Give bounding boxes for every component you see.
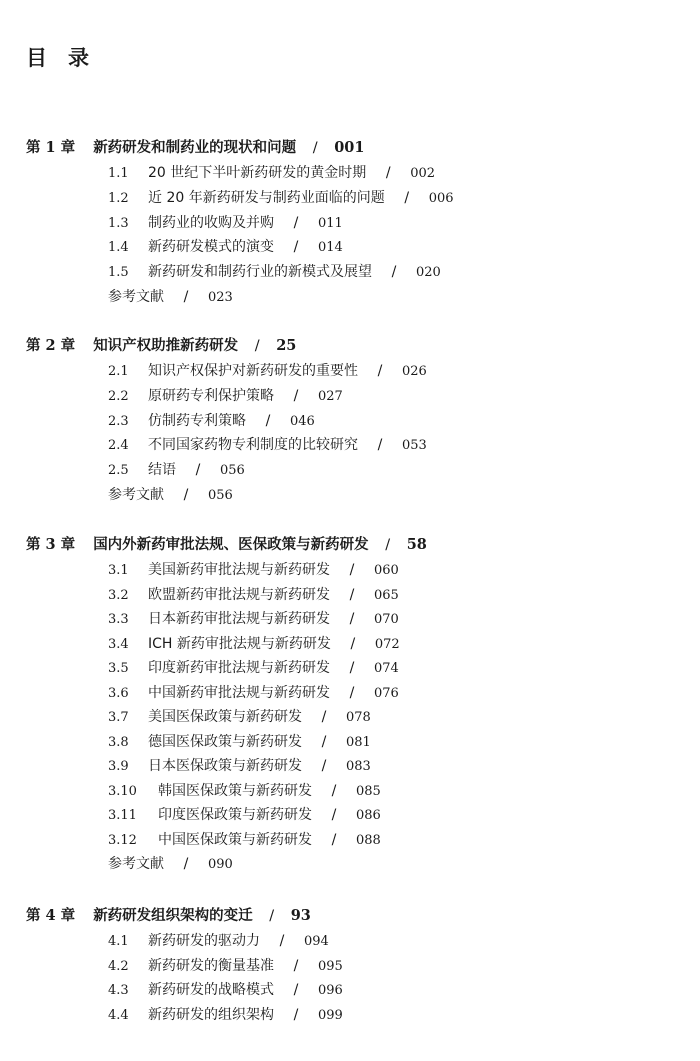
section-title: 知识产权保护对新药研发的重要性: [148, 363, 358, 379]
page-title: 目 录: [26, 46, 89, 70]
chapter-page: 001: [334, 139, 365, 156]
section-title: 近 20 年新药研发与制药业面临的问题: [148, 190, 385, 206]
toc-entry[interactable]: 3.5 印度新药审批法规与新药研发 / 074: [108, 660, 399, 676]
toc-entry[interactable]: 4.4 新药研发的组织架构 / 099: [108, 1007, 343, 1023]
section-title: 仿制药专利策略: [148, 413, 246, 429]
section-title: 中国医保政策与新药研发: [158, 832, 312, 848]
toc-entry[interactable]: 1.5 新药研发和制药行业的新模式及展望 / 020: [108, 264, 441, 280]
section-page: 083: [346, 759, 371, 774]
section-page: 085: [356, 784, 381, 799]
section-title: 美国新药审批法规与新药研发: [148, 562, 330, 578]
section-page: 014: [318, 240, 343, 255]
chapter-title: 知识产权助推新药研发: [93, 338, 239, 354]
toc-entry[interactable]: 3.1 美国新药审批法规与新药研发 / 060: [108, 562, 399, 578]
section-number: 2.5: [108, 463, 129, 478]
section-number: 3.4: [108, 637, 129, 652]
toc-entry-references[interactable]: 参考文献 / 023: [108, 289, 233, 305]
toc-entry[interactable]: 3.9 日本医保政策与新药研发 / 083: [108, 758, 371, 774]
section-page: 076: [374, 686, 399, 701]
section-page: 002: [410, 166, 436, 181]
section-title: 美国医保政策与新药研发: [148, 709, 302, 725]
section-title: 参考文献: [108, 487, 164, 503]
chapter-label: 第 3 章: [26, 536, 76, 553]
section-page: 020: [416, 265, 441, 280]
section-number: 3.1: [108, 563, 129, 578]
section-page: 099: [318, 1008, 343, 1023]
toc-entry[interactable]: 3.11 印度医保政策与新药研发 / 086: [108, 807, 381, 823]
section-page: 011: [318, 216, 343, 231]
toc-entry[interactable]: 2.4 不同国家药物专利制度的比较研究 / 053: [108, 437, 427, 453]
section-number: 3.11: [108, 808, 137, 823]
section-title: 韩国医保政策与新药研发: [158, 783, 312, 799]
section-title: 新药研发模式的演变: [148, 239, 274, 255]
section-number: 3.6: [108, 686, 129, 701]
chapter-title: 国内外新药审批法规、医保政策与新药研发: [93, 537, 369, 553]
section-title: 印度新药审批法规与新药研发: [148, 660, 330, 676]
toc-entry[interactable]: 1.2 近 20 年新药研发与制药业面临的问题 / 006: [108, 190, 454, 206]
section-number: 1.5: [108, 265, 129, 280]
toc-entry[interactable]: 3.12 中国医保政策与新药研发 / 088: [108, 832, 381, 848]
section-number: 2.4: [108, 438, 129, 453]
section-number: 3.12: [108, 833, 137, 848]
toc-entry[interactable]: 4.1 新药研发的驱动力 / 094: [108, 933, 329, 949]
section-number: 1.3: [108, 216, 129, 231]
toc-entry[interactable]: 3.8 德国医保政策与新药研发 / 081: [108, 734, 371, 750]
toc-entry[interactable]: 3.3 日本新药审批法规与新药研发 / 070: [108, 611, 399, 627]
section-title: 印度医保政策与新药研发: [158, 807, 312, 823]
chapter-page: 58: [406, 536, 427, 553]
section-number: 3.10: [108, 784, 137, 799]
section-number: 1.1: [108, 166, 129, 181]
section-number: 3.7: [108, 710, 129, 725]
toc-entry[interactable]: 3.6 中国新药审批法规与新药研发 / 076: [108, 685, 399, 701]
section-page: 056: [208, 488, 233, 503]
toc-entry[interactable]: 3.7 美国医保政策与新药研发 / 078: [108, 709, 371, 725]
section-number: 2.1: [108, 364, 129, 379]
chapter-heading[interactable]: 第 2 章 知识产权助推新药研发 / 25: [26, 337, 297, 354]
section-number: 4.1: [108, 934, 129, 949]
section-title: 中国新药审批法规与新药研发: [148, 685, 330, 701]
section-number: 3.9: [108, 759, 129, 774]
section-page: 056: [220, 463, 245, 478]
section-title: 日本医保政策与新药研发: [148, 758, 302, 774]
section-page: 026: [402, 364, 427, 379]
section-number: 3.2: [108, 588, 129, 603]
chapter-page: 25: [276, 337, 297, 354]
section-page: 046: [290, 414, 315, 429]
chapter-title: 新药研发和制药业的现状和问题: [93, 140, 297, 156]
toc-entry[interactable]: 4.2 新药研发的衡量基准 / 095: [108, 958, 343, 974]
section-number: 4.3: [108, 983, 129, 998]
toc-entry[interactable]: 3.10 韩国医保政策与新药研发 / 085: [108, 783, 381, 799]
chapter-label: 第 2 章: [26, 337, 76, 354]
section-number: 2.2: [108, 389, 129, 404]
section-page: 065: [374, 588, 399, 603]
section-title: 参考文献: [108, 289, 164, 305]
section-title: 新药研发的战略模式: [148, 982, 274, 998]
section-page: 086: [356, 808, 381, 823]
chapter-title: 新药研发组织架构的变迁: [93, 908, 253, 924]
section-page: 023: [208, 290, 233, 305]
section-number: 2.3: [108, 414, 129, 429]
chapter-heading[interactable]: 第 4 章 新药研发组织架构的变迁 / 93: [26, 907, 311, 924]
section-page: 027: [318, 389, 343, 404]
toc-entry[interactable]: 3.2 欧盟新药审批法规与新药研发 / 065: [108, 587, 399, 603]
chapter-heading[interactable]: 第 1 章 新药研发和制药业的现状和问题 / 001: [26, 139, 365, 156]
section-page: 072: [374, 637, 400, 652]
section-page: 060: [374, 563, 399, 578]
section-title: 日本新药审批法规与新药研发: [148, 611, 330, 627]
section-title: 新药研发的衡量基准: [148, 958, 274, 974]
toc-entry[interactable]: 2.2 原研药专利保护策略 / 027: [108, 388, 343, 404]
section-title: 新药研发和制药行业的新模式及展望: [148, 264, 372, 280]
chapter-heading[interactable]: 第 3 章 国内外新药审批法规、医保政策与新药研发 / 58: [26, 536, 427, 553]
section-page: 096: [318, 983, 343, 998]
chapter-label: 第 1 章: [26, 139, 76, 156]
section-page: 070: [374, 612, 399, 627]
section-number: 3.8: [108, 735, 129, 750]
section-title: 制药业的收购及并购: [148, 215, 274, 231]
section-title: 新药研发的组织架构: [148, 1007, 274, 1023]
section-number: 4.2: [108, 959, 129, 974]
section-title: 新药研发的驱动力: [148, 933, 260, 949]
section-title: 参考文献: [108, 856, 164, 872]
section-page: 074: [374, 661, 399, 676]
toc-entry[interactable]: 1.4 新药研发模式的演变 / 014: [108, 239, 343, 255]
section-page: 088: [356, 833, 381, 848]
chapter-label: 第 4 章: [26, 907, 76, 924]
section-page: 081: [346, 735, 371, 750]
toc-entry[interactable]: 1.1 20 世纪下半叶新药研发的黄金时期 / 002: [108, 165, 436, 181]
toc-entry[interactable]: 2.5 结语 / 056: [108, 462, 245, 478]
toc-entry[interactable]: 2.3 仿制药专利策略 / 046: [108, 413, 315, 429]
toc-entry[interactable]: 4.3 新药研发的战略模式 / 096: [108, 982, 343, 998]
section-page: 006: [428, 191, 454, 206]
chapter-page: 93: [290, 907, 311, 924]
section-number: 3.5: [108, 661, 129, 676]
section-title: 不同国家药物专利制度的比较研究: [148, 437, 358, 453]
section-page: 078: [346, 710, 371, 725]
toc-entry[interactable]: 1.3 制药业的收购及并购 / 011: [108, 215, 343, 231]
section-number: 3.3: [108, 612, 129, 627]
section-title: 20 世纪下半叶新药研发的黄金时期: [148, 165, 367, 181]
section-page: 094: [304, 934, 329, 949]
toc-entry[interactable]: 3.4 ICH 新药审批法规与新药研发 / 072: [108, 636, 400, 652]
section-number: 1.4: [108, 240, 129, 255]
section-number: 4.4: [108, 1008, 129, 1023]
section-title: ICH 新药审批法规与新药研发: [148, 636, 331, 652]
section-title: 原研药专利保护策略: [148, 388, 274, 404]
section-number: 1.2: [108, 191, 129, 206]
toc-entry-references[interactable]: 参考文献 / 090: [108, 856, 233, 872]
toc-entry[interactable]: 2.1 知识产权保护对新药研发的重要性 / 026: [108, 363, 427, 379]
section-page: 053: [402, 438, 427, 453]
section-title: 德国医保政策与新药研发: [148, 734, 302, 750]
section-page: 090: [208, 857, 233, 872]
toc-entry-references[interactable]: 参考文献 / 056: [108, 487, 233, 503]
section-title: 欧盟新药审批法规与新药研发: [148, 587, 330, 603]
section-page: 095: [318, 959, 343, 974]
section-title: 结语: [148, 462, 176, 478]
